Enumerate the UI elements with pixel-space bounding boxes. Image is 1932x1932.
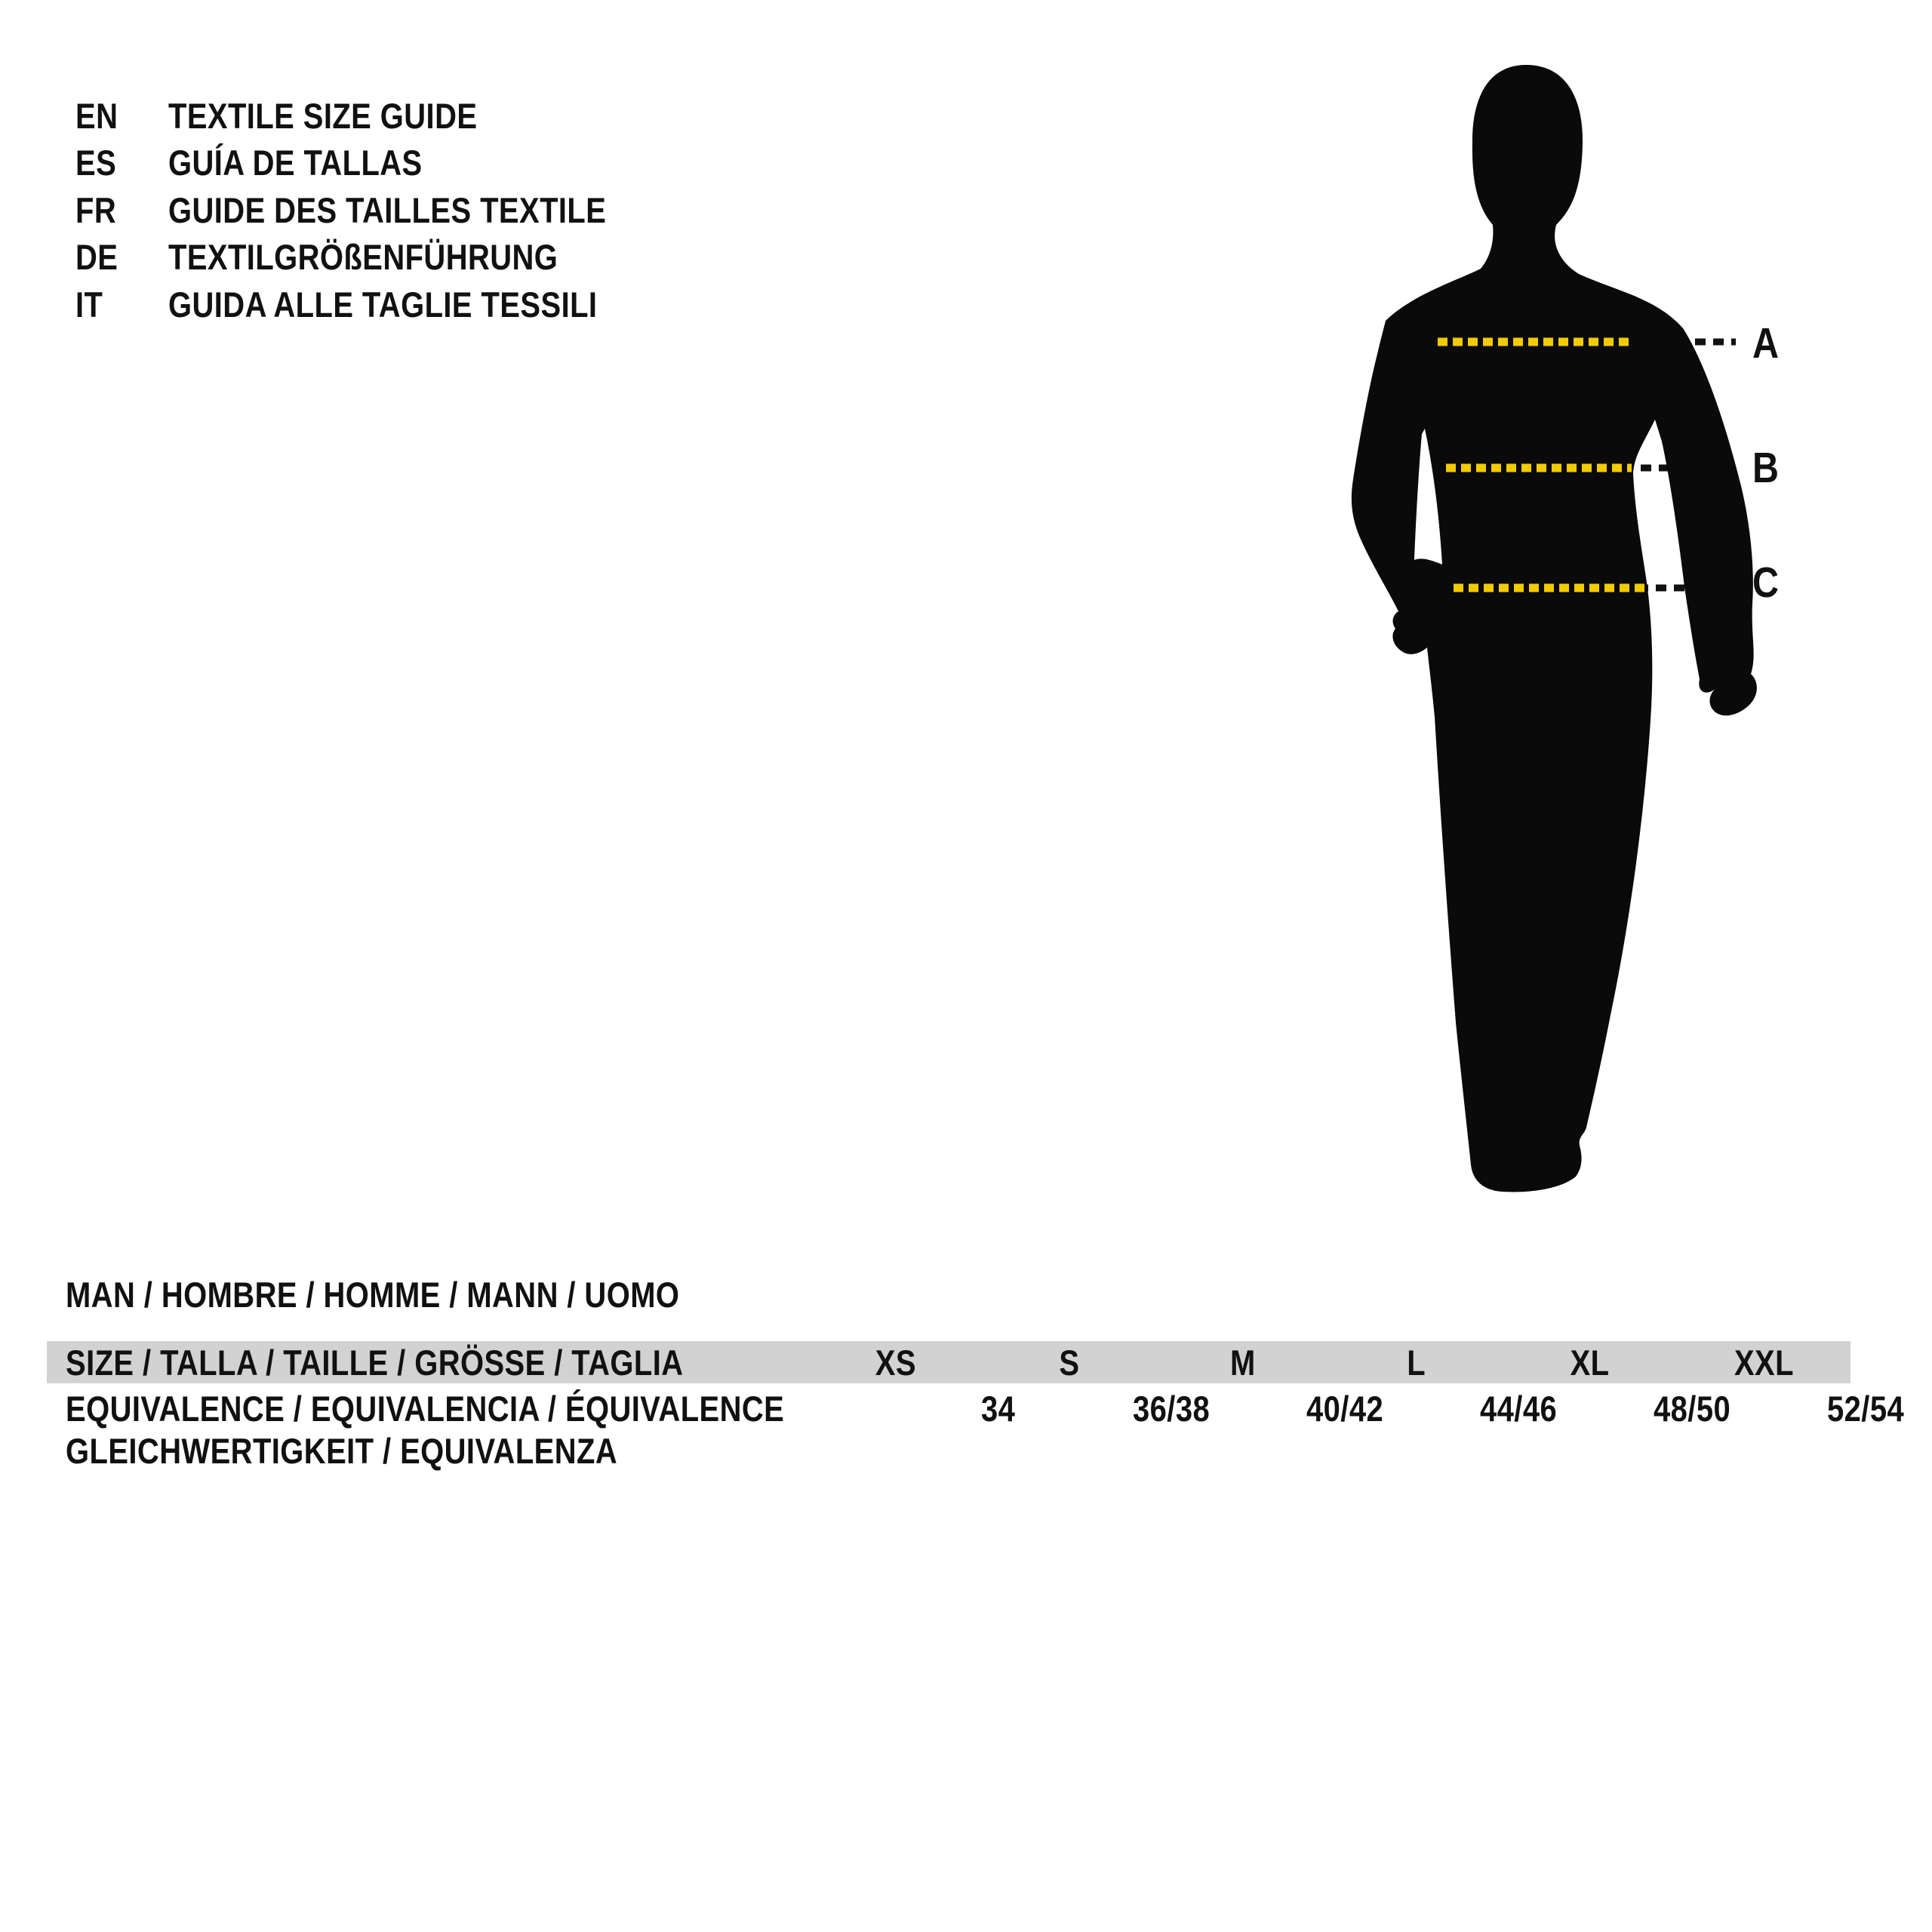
measure-label-b <box>1752 445 1820 491</box>
equivalence-m <box>1258 1388 1432 1429</box>
category-title-text: MAN / HOMBRE / HOMME / MANN / UOMO <box>66 1275 680 1315</box>
size-col-xl-text: XL <box>1571 1342 1610 1383</box>
equivalence-xs-text: 34 <box>980 1388 1015 1429</box>
language-row-fr <box>75 186 684 234</box>
equivalence-row-line2 <box>47 1431 1850 1470</box>
category-title <box>66 1272 788 1318</box>
equivalence-l <box>1432 1388 1605 1429</box>
size-col-s <box>983 1342 1156 1383</box>
measure-label-c-text: C <box>1752 558 1779 607</box>
size-col-xxl-text: XXL <box>1734 1342 1794 1383</box>
language-row-it <box>75 281 684 328</box>
guide-title-en: TEXTILE SIZE GUIDE <box>168 95 478 136</box>
equivalence-row-label <box>47 1388 911 1429</box>
size-col-s-text: S <box>1059 1342 1080 1383</box>
equivalence-xl <box>1605 1388 1779 1429</box>
man-silhouette <box>1352 65 1757 1192</box>
guide-title-es: GUÍA DE TALLAS <box>168 143 423 183</box>
size-col-xs <box>809 1342 983 1383</box>
measure-label-c <box>1752 560 1820 605</box>
language-guide-list <box>75 92 684 328</box>
equivalence-l-text: 44/46 <box>1480 1388 1558 1429</box>
size-col-l-text: L <box>1407 1342 1426 1383</box>
measure-label-a <box>1752 321 1820 366</box>
equivalence-row <box>47 1388 1905 1429</box>
equivalence-xs <box>911 1388 1084 1429</box>
measure-label-a-text: A <box>1752 319 1779 368</box>
equivalence-xl-text: 48/50 <box>1654 1388 1731 1429</box>
man-measurement-figure <box>1313 53 1781 1208</box>
language-code-en: EN <box>75 95 118 136</box>
measure-label-b-text: B <box>1752 444 1779 492</box>
language-row-es <box>75 140 684 187</box>
guide-title-fr: GUIDE DES TAILLES TEXTILE <box>168 189 607 230</box>
equivalence-row-label2-text: GLEICHWERTIGKEIT / EQUIVALENZA <box>66 1430 618 1471</box>
equivalence-xxl <box>1779 1388 1932 1429</box>
size-table-header-label-text: SIZE / TALLA / TAILLE / GRÖSSE / TAGLIA <box>66 1342 684 1383</box>
guide-title-it: GUIDA ALLE TAGLIE TESSILI <box>168 284 598 325</box>
equivalence-m-text: 40/42 <box>1306 1388 1384 1429</box>
size-col-m-text: M <box>1230 1342 1256 1383</box>
language-code-es: ES <box>75 143 117 183</box>
equivalence-s <box>1084 1388 1258 1429</box>
language-row-en <box>75 92 684 140</box>
language-code-fr: FR <box>75 189 117 230</box>
language-code-it: IT <box>75 284 103 325</box>
equivalence-xxl-text: 52/54 <box>1827 1388 1905 1429</box>
guide-title-de: TEXTILGRÖßENFÜHRUNG <box>168 237 558 278</box>
size-table-header-row <box>47 1341 1850 1383</box>
size-col-xl <box>1503 1342 1677 1383</box>
size-col-l <box>1330 1342 1503 1383</box>
equivalence-row-label-text: EQUIVALENCE / EQUIVALENCIA / ÉQUIVALENCE <box>66 1388 785 1429</box>
equivalence-row-label2 <box>47 1430 809 1472</box>
size-col-m <box>1156 1342 1330 1383</box>
size-col-xs-text: XS <box>875 1342 917 1383</box>
size-table-header-label <box>47 1342 809 1383</box>
language-row-de <box>75 234 684 281</box>
equivalence-s-text: 36/38 <box>1133 1388 1211 1429</box>
size-col-xxl <box>1677 1342 1850 1383</box>
language-code-de: DE <box>75 237 118 278</box>
